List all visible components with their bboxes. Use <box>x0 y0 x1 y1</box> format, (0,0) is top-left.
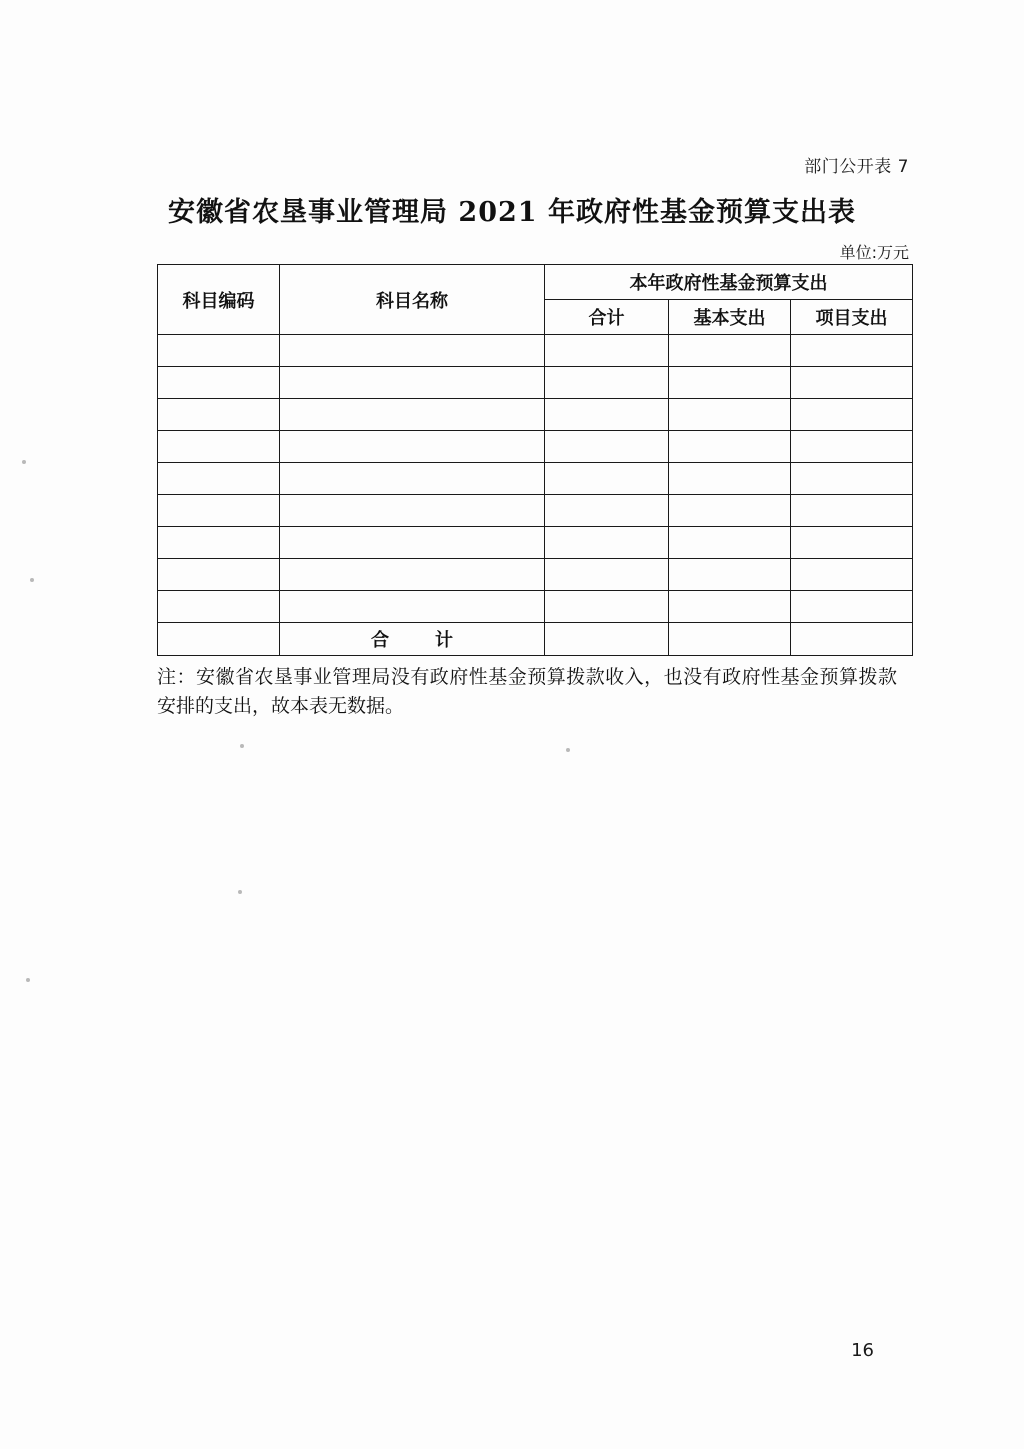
page-title: 安徽省农垦事业管理局 2021 年政府性基金预算支出表 <box>168 197 856 228</box>
cell-total <box>545 527 669 559</box>
unit-label: 单位:万元 <box>839 243 909 262</box>
column-header-code: 科目编码 <box>158 265 280 335</box>
cell-basic <box>669 495 791 527</box>
table-row <box>158 463 913 495</box>
cell-basic <box>669 591 791 623</box>
scan-speck <box>26 978 30 982</box>
table-row <box>158 527 913 559</box>
cell-code <box>158 495 280 527</box>
cell-project <box>791 495 913 527</box>
scan-speck <box>238 890 242 894</box>
cell-code <box>158 367 280 399</box>
table-row <box>158 591 913 623</box>
column-header-total: 合计 <box>545 300 669 335</box>
table-row <box>158 399 913 431</box>
scan-speck <box>22 460 26 464</box>
cell-name <box>280 367 545 399</box>
table-note: 注：安徽省农垦事业管理局没有政府性基金预算拨款收入，也没有政府性基金预算拨款安排的支出，故本表无数据。 <box>157 666 897 718</box>
cell-total <box>545 399 669 431</box>
budget-table <box>157 264 913 656</box>
column-header-basic: 基本支出 <box>669 300 791 335</box>
cell-project <box>791 591 913 623</box>
cell-project <box>791 559 913 591</box>
cell-total <box>545 367 669 399</box>
cell-name <box>280 399 545 431</box>
total-row-label: 合 计 <box>280 623 545 656</box>
total-row-total <box>545 623 669 656</box>
cell-total <box>545 559 669 591</box>
cell-code <box>158 591 280 623</box>
table-row <box>158 335 913 367</box>
total-row-code <box>158 623 280 656</box>
cell-code <box>158 463 280 495</box>
scan-speck <box>566 748 570 752</box>
cell-basic <box>669 399 791 431</box>
cell-basic <box>669 335 791 367</box>
cell-name <box>280 335 545 367</box>
total-row-basic <box>669 623 791 656</box>
cell-total <box>545 495 669 527</box>
cell-name <box>280 527 545 559</box>
table-row <box>158 495 913 527</box>
cell-name <box>280 463 545 495</box>
cell-basic <box>669 559 791 591</box>
cell-code <box>158 431 280 463</box>
cell-total <box>545 335 669 367</box>
cell-total <box>545 431 669 463</box>
scan-speck <box>30 578 34 582</box>
column-header-name: 科目名称 <box>280 265 545 335</box>
column-header-group: 本年政府性基金预算支出 <box>545 265 913 300</box>
column-header-project: 项目支出 <box>791 300 913 335</box>
table-row <box>158 367 913 399</box>
cell-code <box>158 399 280 431</box>
cell-total <box>545 463 669 495</box>
cell-project <box>791 335 913 367</box>
table-row <box>158 431 913 463</box>
cell-project <box>791 367 913 399</box>
cell-project <box>791 527 913 559</box>
cell-basic <box>669 527 791 559</box>
cell-project <box>791 431 913 463</box>
cell-name <box>280 591 545 623</box>
cell-basic <box>669 367 791 399</box>
cell-basic <box>669 431 791 463</box>
cell-name <box>280 495 545 527</box>
cell-name <box>280 431 545 463</box>
cell-project <box>791 399 913 431</box>
cell-code <box>158 527 280 559</box>
cell-code <box>158 559 280 591</box>
scan-speck <box>240 744 244 748</box>
table-row <box>158 559 913 591</box>
cell-project <box>791 463 913 495</box>
form-label: 部门公开表 7 <box>804 157 909 177</box>
page-number: 16 <box>851 1340 874 1361</box>
cell-total <box>545 591 669 623</box>
cell-code <box>158 335 280 367</box>
cell-name <box>280 559 545 591</box>
cell-basic <box>669 463 791 495</box>
total-row-project <box>791 623 913 656</box>
table-total-row <box>158 623 913 656</box>
